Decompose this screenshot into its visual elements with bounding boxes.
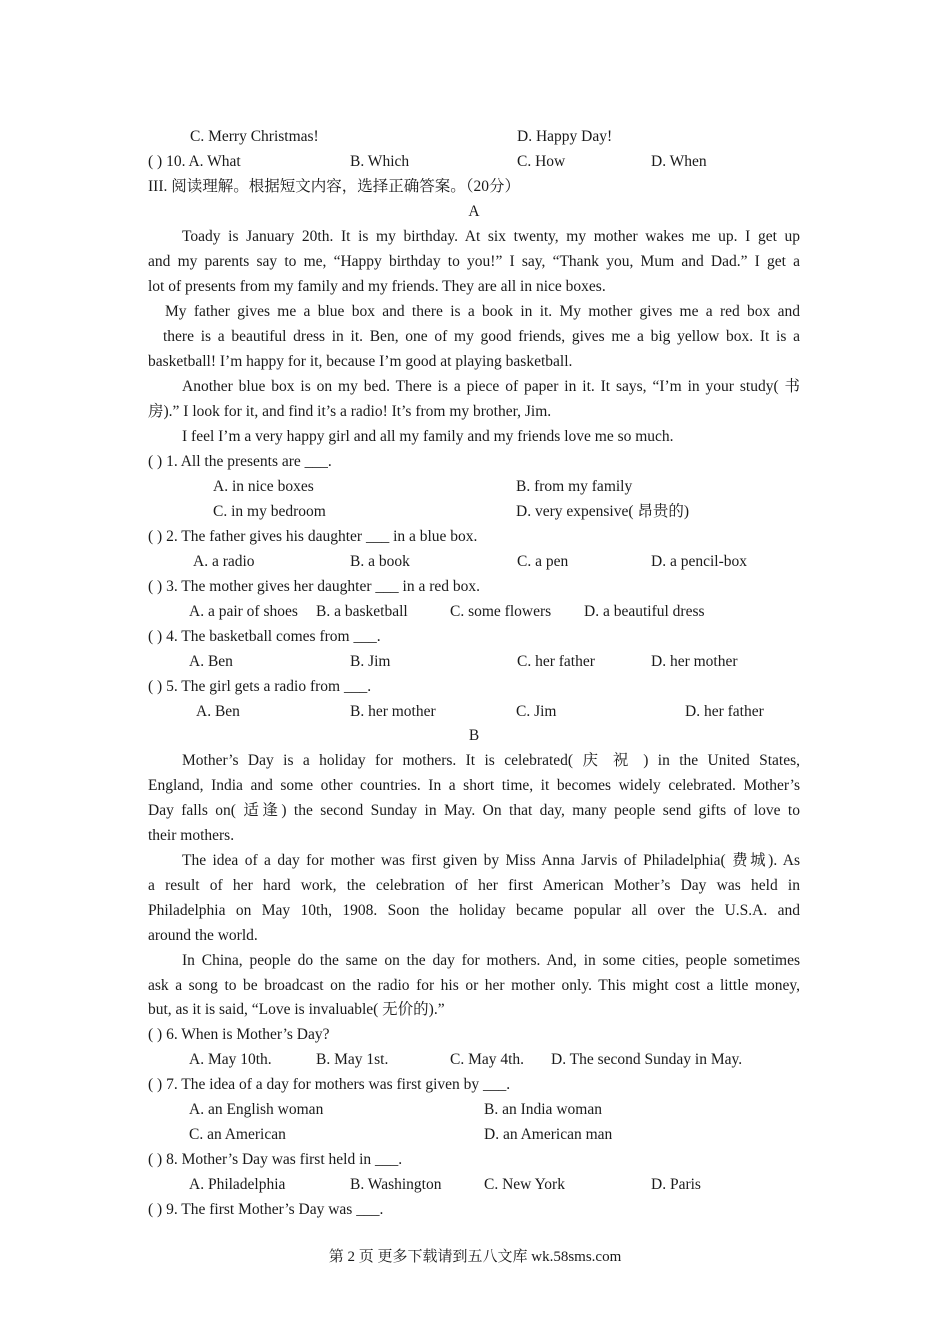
question-3-stem: ( ) 3. The mother gives her daughter ___ in a red box. — [148, 578, 481, 595]
question-3-option-b: B. a basketball — [316, 603, 408, 620]
passage-a-line: 房).” I look for it, and find it’s a radio! It’s from my brother, Jim. — [148, 403, 552, 420]
question-5-option-c: C. Jim — [516, 703, 557, 720]
passage-a-line: I feel I’m a very happy girl and all my family and my friends love me so much. — [182, 428, 674, 445]
passage-b-line: around the world. — [148, 927, 258, 944]
question-7-option-c: C. an American — [189, 1126, 286, 1143]
page-footer: 第 2 页 更多下载请到五八文库 wk.58sms.com — [328, 1249, 622, 1265]
passage-b-line: Mother’s Day is a holiday for mothers. It is celebrated( 庆 祝 ) in the United States, — [182, 752, 800, 769]
question-8-option-d: D. Paris — [651, 1176, 701, 1193]
question-8-option-b: B. Washington — [350, 1176, 442, 1193]
passage-a-line: and my parents say to me, “Happy birthday to you!” I say, “Thank you, Mum and Dad.” I get a — [148, 253, 800, 270]
question-6-stem: ( ) 6. When is Mother’s Day? — [148, 1026, 330, 1043]
question-1-option-d: D. very expensive( 昂贵的) — [516, 503, 690, 520]
question-7-option-d: D. an American man — [484, 1126, 613, 1143]
question-7-option-a: A. an English woman — [189, 1101, 324, 1118]
passage-b-line: Day falls on( 适逢) the second Sunday in May. On that day, many people send gifts of love to — [148, 802, 800, 819]
question-8-stem: ( ) 8. Mother’s Day was first held in ___. — [148, 1151, 403, 1168]
question-2-option-d: D. a pencil-box — [651, 553, 747, 570]
question-8-option-a: A. Philadelphia — [189, 1176, 286, 1193]
passage-a-line: there is a beautiful dress in it. Ben, one of my good friends, gives me a big yellow box. It is a — [163, 328, 800, 345]
question-6-option-d: D. The second Sunday in May. — [551, 1051, 743, 1068]
question-4-option-a: A. Ben — [189, 653, 233, 670]
question-5-stem: ( ) 5. The girl gets a radio from ___. — [148, 678, 372, 695]
q9-option-d: D. Happy Day! — [517, 128, 613, 145]
question-4-option-b: B. Jim — [350, 653, 391, 670]
passage-b-line: Philadelphia on May 10th, 1908. Soon the holiday became popular all over the U.S.A. and — [148, 902, 800, 919]
question-1-stem: ( ) 1. All the presents are ___. — [148, 453, 332, 470]
question-5-option-b: B. her mother — [350, 703, 436, 720]
question-9-stem: ( ) 9. The first Mother’s Day was ___. — [148, 1201, 384, 1218]
question-3-option-c: C. some flowers — [450, 603, 552, 620]
passage-b-line: a result of her hard work, the celebration of her first American Mother’s Day was held in — [148, 877, 800, 894]
passage-a-line: Another blue box is on my bed. There is a piece of paper in it. It says, “I’m in your study( 书 — [182, 378, 800, 395]
question-6-option-b: B. May 1st. — [316, 1051, 389, 1068]
passage-b-line: their mothers. — [148, 827, 235, 844]
question-8-option-c: C. New York — [484, 1176, 565, 1193]
passage-b-line: England, India and some other countries. In a short time, it becomes widely celebrated. Mother’s — [148, 777, 800, 794]
question-2-option-c: C. a pen — [517, 553, 569, 570]
question-2-stem: ( ) 2. The father gives his daughter ___ in a blue box. — [148, 528, 478, 545]
q10-stem: ( ) 10. A. What — [148, 153, 241, 170]
passage-b-line: The idea of a day for mother was first given by Miss Anna Jarvis of Philadelphia( 费城). As — [182, 852, 800, 869]
passage-a-line: My father gives me a blue box and there is a book in it. My mother gives me a red box and — [165, 303, 800, 320]
question-4-option-c: C. her father — [517, 653, 595, 670]
passage-b-line: In China, people do the same on the day for mothers. And, in some cities, people sometimes — [182, 952, 800, 969]
question-4-stem: ( ) 4. The basketball comes from ___. — [148, 628, 381, 645]
question-6-option-a: A. May 10th. — [189, 1051, 272, 1068]
passage-b-line: ask a song to be broadcast on the radio for his or her mother only. This might cost a little money, — [148, 977, 800, 994]
question-4-option-d: D. her mother — [651, 653, 738, 670]
passage-b-label: B — [468, 727, 480, 744]
passage-a-line: Toady is January 20th. It is my birthday. At six twenty, my mother wakes me up. I get up — [182, 228, 800, 245]
question-1-option-a: A. in nice boxes — [213, 478, 314, 495]
q9-option-c: C. Merry Christmas! — [190, 128, 319, 145]
q10-option-d: D. When — [651, 153, 707, 170]
question-7-stem: ( ) 7. The idea of a day for mothers was first given by ___. — [148, 1076, 511, 1093]
question-1-option-b: B. from my family — [516, 478, 633, 495]
question-1-option-c: C. in my bedroom — [213, 503, 326, 520]
question-5-option-a: A. Ben — [196, 703, 240, 720]
passage-b-line: but, as it is said, “Love is invaluable( 无价的).” — [148, 1001, 445, 1018]
question-7-option-b: B. an India woman — [484, 1101, 602, 1118]
question-5-option-d: D. her father — [685, 703, 764, 720]
q10-option-b: B. Which — [350, 153, 410, 170]
passage-a-line: lot of presents from my family and my friends. They are all in nice boxes. — [148, 278, 606, 295]
question-6-option-c: C. May 4th. — [450, 1051, 525, 1068]
section-title: III. 阅读理解。根据短文内容，选择正确答案。（20分） — [148, 178, 520, 195]
passage-a-label: A — [468, 203, 480, 220]
question-2-option-a: A. a radio — [193, 553, 255, 570]
question-3-option-d: D. a beautiful dress — [584, 603, 705, 620]
passage-a-line: basketball! I’m happy for it, because I’m good at playing basketball. — [148, 353, 573, 370]
question-2-option-b: B. a book — [350, 553, 410, 570]
q10-option-c: C. How — [517, 153, 566, 170]
question-3-option-a: A. a pair of shoes — [189, 603, 298, 620]
